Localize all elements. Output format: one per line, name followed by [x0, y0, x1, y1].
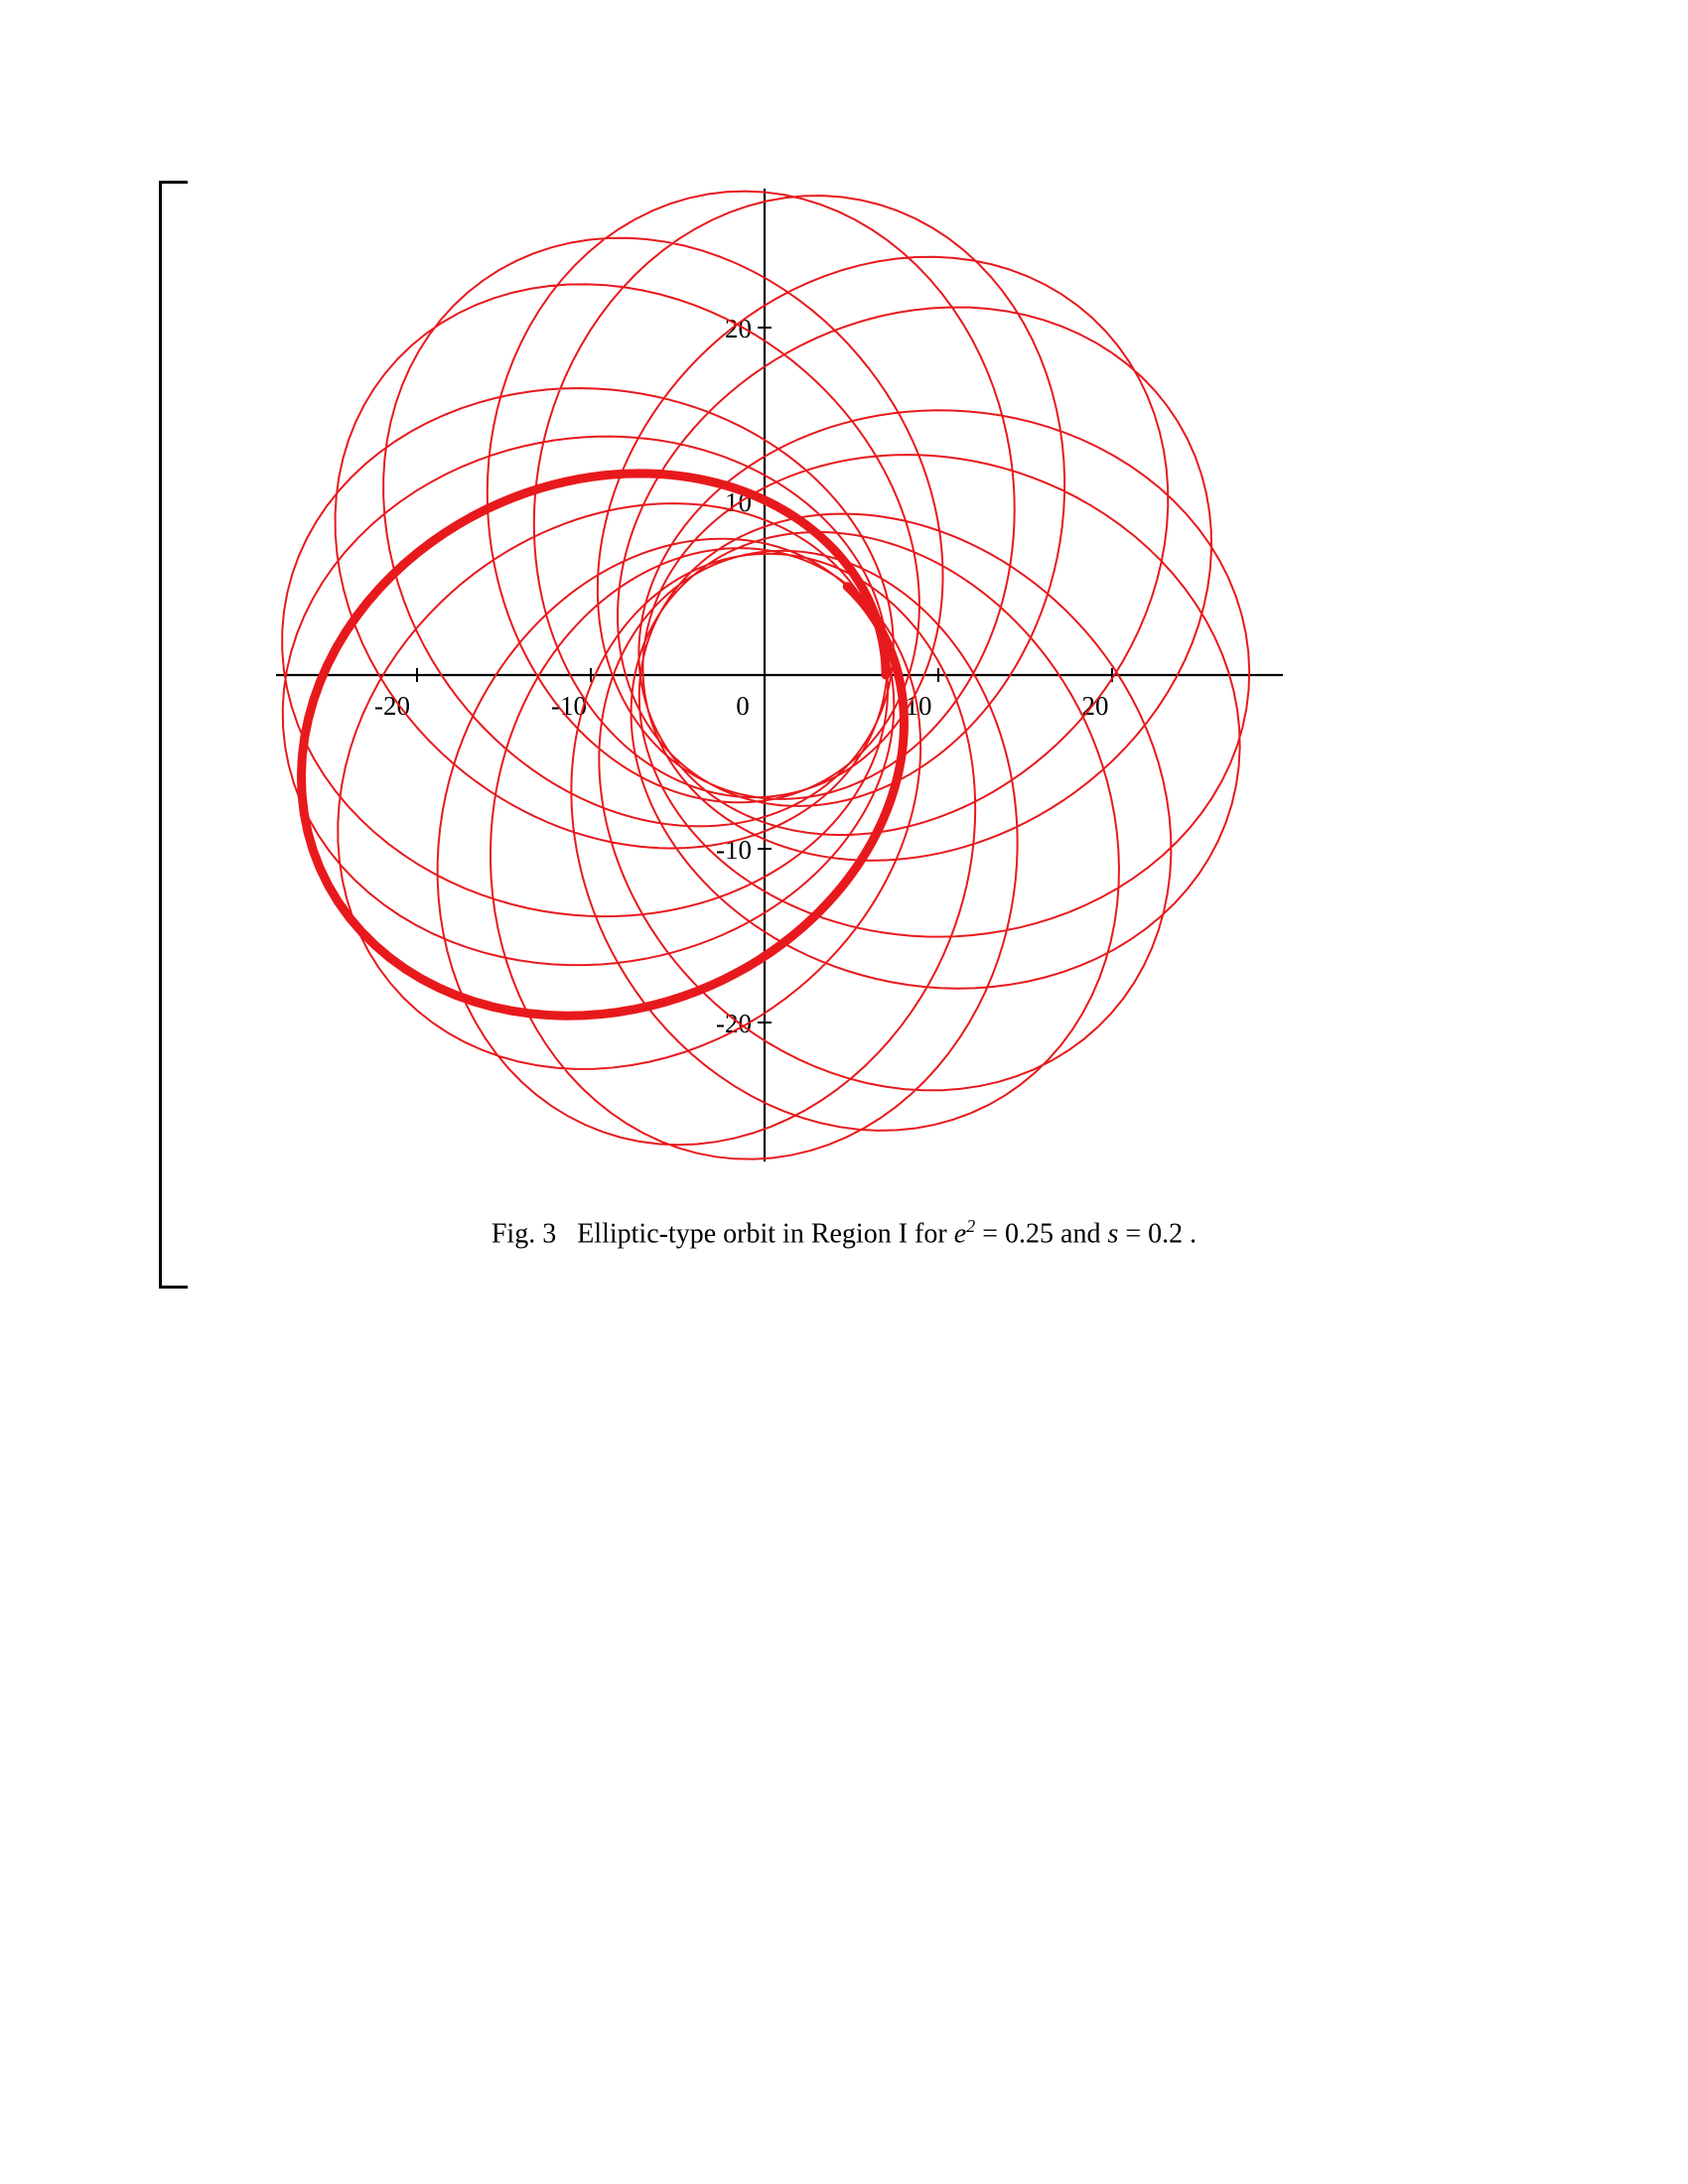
figure-bracket: [159, 181, 188, 1289]
axes: [276, 189, 1283, 1161]
plot-svg: [268, 179, 1291, 1201]
y-tick-label: 10: [725, 487, 752, 517]
orbit-plot: [268, 179, 1291, 1201]
caption-param1-value: = 0.25: [982, 1218, 1055, 1250]
x-tick-label: -20: [374, 691, 410, 721]
origin-label: 0: [736, 691, 750, 721]
y-tick-label: 20: [725, 314, 752, 343]
caption-prefix: Fig. 3: [491, 1218, 557, 1250]
figure-caption: [179, 1216, 1509, 1250]
x-tick-label: 10: [905, 691, 932, 721]
caption-conjunction: and: [1060, 1218, 1101, 1250]
caption-param1-symbol: e: [953, 1218, 967, 1250]
caption-param1-exponent: 2: [966, 1216, 976, 1236]
y-tick-label: -10: [716, 835, 752, 865]
caption-param2-symbol: s: [1107, 1218, 1119, 1250]
x-tick-label: -10: [551, 691, 587, 721]
x-tick-label: 20: [1081, 691, 1109, 721]
y-tick-label: -20: [716, 1009, 752, 1038]
caption-main: Elliptic-type orbit in Region I for: [577, 1218, 947, 1250]
caption-param2-value: = 0.2 .: [1125, 1218, 1197, 1250]
